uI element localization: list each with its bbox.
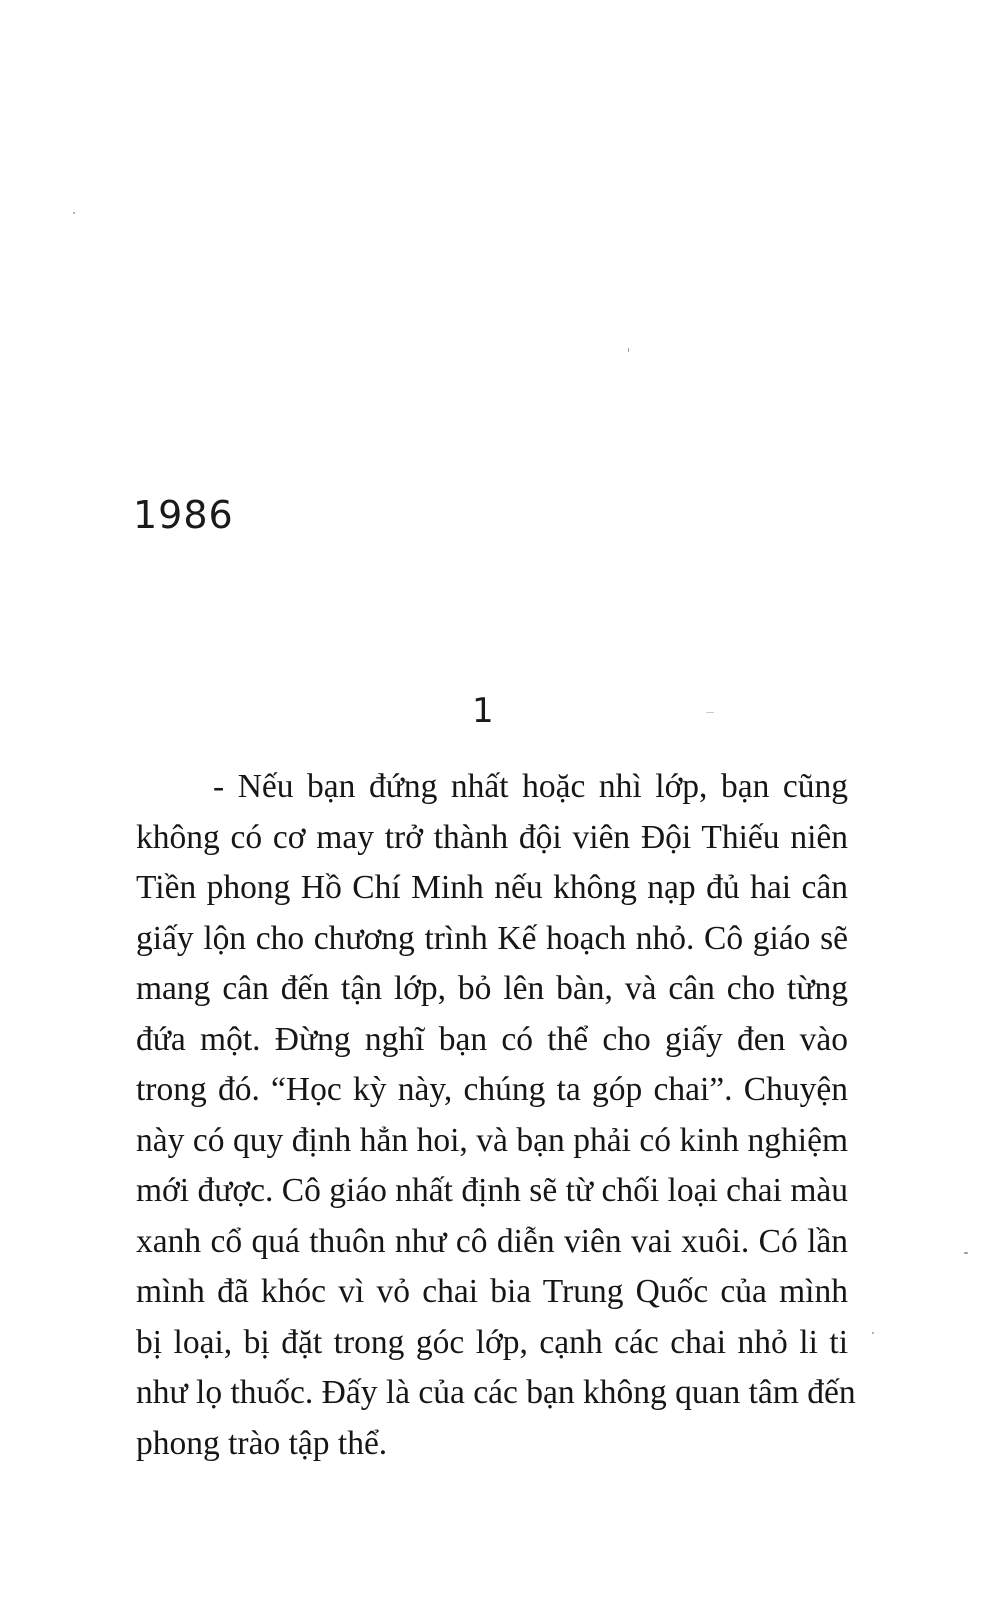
part-title: 1986 [133, 493, 234, 537]
paragraph-line: mang cân đến tận lớp, bỏ lên bàn, và cân cho từng [136, 970, 848, 1007]
paragraph-line: xanh cổ quá thuôn như cô diễn viên vai xuôi. Có lần [136, 1222, 848, 1260]
paragraph-line: như lọ thuốc. Đấy là của các bạn không quan tâm đến [136, 1374, 856, 1411]
paragraph-line: mới được. Cô giáo nhất định sẽ từ chối loại chai màu [136, 1172, 848, 1209]
paragraph-line: giấy lộn cho chương trình Kế hoạch nhỏ. Cô giáo sẽ [136, 919, 848, 957]
paragraph-line: này có quy định hẳn hoi, và bạn phải có kinh nghiệm [136, 1121, 848, 1159]
paragraph-line: phong trào tập thể. [136, 1424, 388, 1462]
chapter-number: 1 [472, 691, 494, 731]
paragraph-line: trong đó. “Học kỳ này, chúng ta góp chai”. Chuyện [136, 1071, 848, 1108]
body-paragraph [136, 762, 856, 1469]
scan-speck [628, 348, 629, 352]
paragraph-line: Tiền phong Hồ Chí Minh nếu không nạp đủ hai cân [136, 869, 848, 906]
paragraph-line: đứa một. Đừng nghĩ bạn có thể cho giấy đen vào [136, 1020, 848, 1058]
paragraph-line: không có cơ may trở thành đội viên Đội Thiếu niên [136, 818, 848, 856]
scan-speck [872, 1332, 874, 1334]
scan-speck [964, 1252, 968, 1254]
paragraph-line: bị loại, bị đặt trong góc lớp, cạnh các chai nhỏ li ti [136, 1323, 848, 1361]
scan-speck [73, 212, 75, 214]
paragraph-line: - Nếu bạn đứng nhất hoặc nhì lớp, bạn cũng [213, 768, 848, 805]
paragraph-line: mình đã khóc vì vỏ chai bia Trung Quốc của mình [136, 1273, 848, 1310]
scan-speck [706, 712, 714, 713]
